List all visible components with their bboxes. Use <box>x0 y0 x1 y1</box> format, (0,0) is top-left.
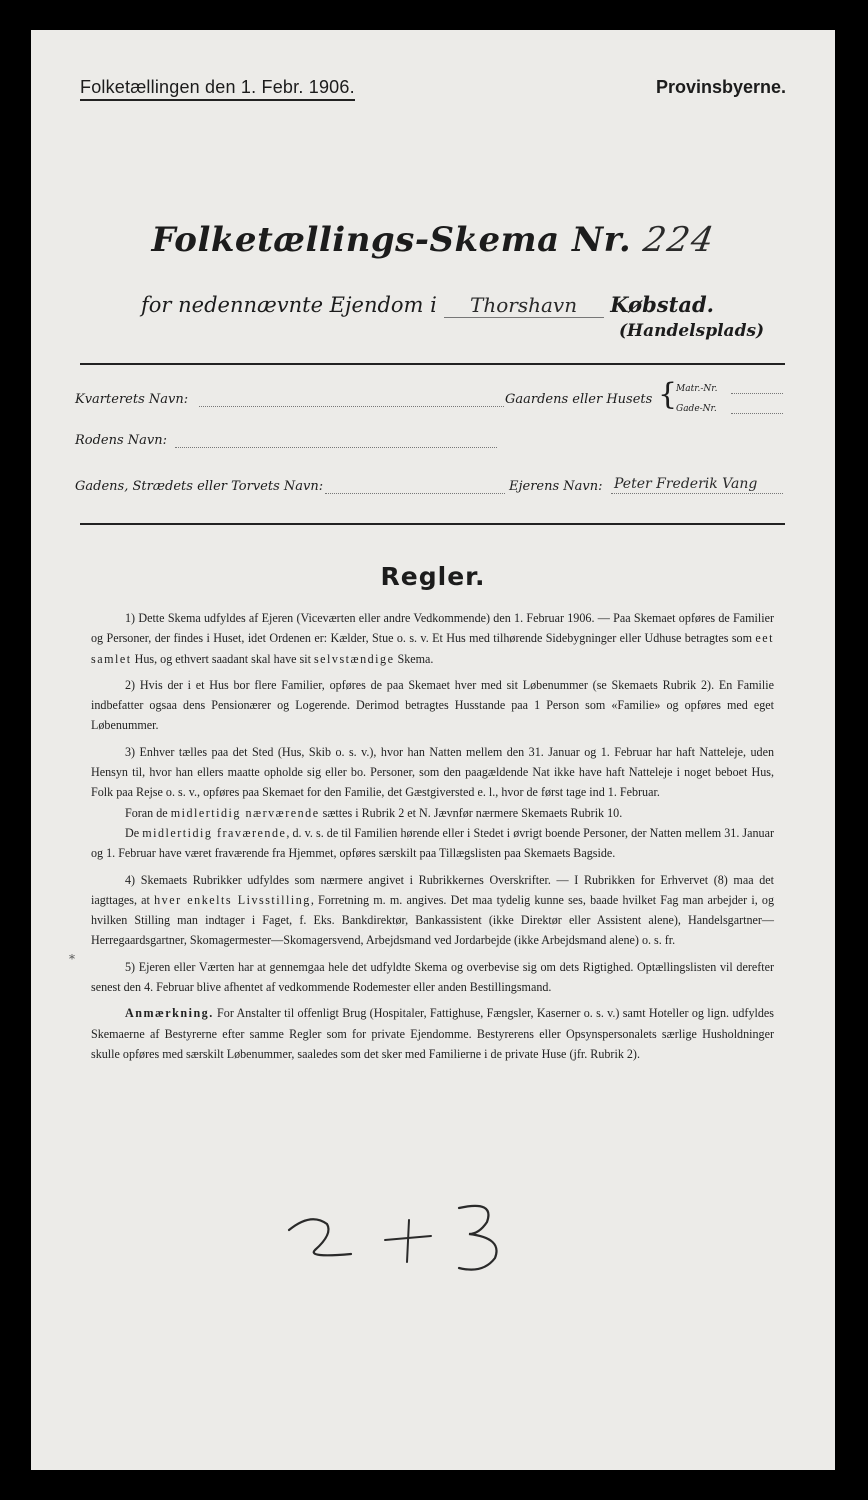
rules-text <box>91 608 774 1070</box>
form-number: 224 <box>640 220 719 260</box>
form-title-label: Folketællings-Skema Nr. <box>151 220 632 260</box>
rules-title: Regler. <box>380 562 486 591</box>
kvarter-field <box>199 406 504 407</box>
matr-label: Matr.-Nr. <box>676 384 718 394</box>
header-census-date: Folketællingen den 1. Febr. 1906. <box>80 77 355 101</box>
annotation-note: Anmærkning. For Anstalter til offenligt Brug (Hospitaler, Fattighuse, Fængsler, Kaserner o. s. v.) samt Hoteller og lign. udfyldes Skemaerne af Bestyrerne efter samme Regler som for private Ejendomme. Bestyrerens eller Opsynspersonalets særlige Husholdninger skulle opføres med særskilt Løbenummer, saaledes som det sker med Familierne i de private Huse (jfr. Rubrik 2). <box>91 1006 774 1061</box>
handwritten-2-plus-3-icon <box>281 1190 521 1280</box>
rule-4: 4) Skemaets Rubrikker udfyldes som nærmere angivet i Rubrikkernes Overskrifter. — I Rubrikken for Erhvervet (8) maa det iagttages, at hver enkelts Livsstilling, Forretning m. m. angives. Det maa tydelig kunne ses, baade hvilket Fag man arbejder i, og hvilken Stilling man indtager i Faget, f. Eks. Bankdirektør, Bankassistent (ikke Direktør eller Assistent alene), Handelsgartner—Herregaardsgartner, Skomagermester—Skomagersvend, Arbejdsmand ved Jordarbejde (ikke Arbejdsmand alene) o. s. fr. <box>91 872 774 948</box>
gade-nr-label: Gade-Nr. <box>676 404 717 414</box>
rule-5: 5) Ejeren eller Værten har at gennemgaa hele det udfyldte Skema og overbevise sig om dets Rigtighed. Optællingslisten vil derefter senest den 4. Februar blive afhentet af vedkommende Rodemester eller anden Bestillingsmand. <box>91 959 774 995</box>
town-name: Thorshavn <box>444 293 604 318</box>
margin-mark: * <box>69 952 75 966</box>
gade-nr-field <box>731 413 783 414</box>
gade-label: Gadens, Strædets eller Torvets Navn: <box>75 479 324 494</box>
ejer-label: Ejerens Navn: <box>509 479 603 494</box>
rode-field <box>175 447 497 448</box>
rule-3-present: Foran de midlertidig nærværende sættes i Rubrik 2 et N. Jævnfør nærmere Skemaets Rubrik 10. <box>125 805 623 820</box>
form-title <box>31 220 835 260</box>
gaard-label: Gaardens eller Husets <box>505 392 653 407</box>
divider-bottom <box>80 523 785 525</box>
kvarter-label: Kvarterets Navn: <box>75 392 189 407</box>
left-curly-brace-icon: { <box>658 377 678 412</box>
rule-3-absent: De midlertidig fraværende, d. v. s. de til Familien hørende eller i Stedet i øvrigt boende Personer, der Natten mellem 31. Januar og 1. Februar have været fraværende fra Hjemmet, opføres særskilt paa Tillægslisten paa Skemaets Bagside. <box>91 825 774 861</box>
subtitle-alt: (Handelsplads) <box>619 321 765 341</box>
rode-label: Rodens Navn: <box>75 433 168 448</box>
matr-field <box>731 393 783 394</box>
owner-name: Peter Frederik Vang <box>614 476 758 492</box>
rule-2: 2) Hvis der i et Hus bor flere Familier, opføres de paa Skemaet hver med sit Løbenummer (se Skemaets Rubrik 2). En Familie indbefatter ogsaa dens Pensionærer og Logerende. Derimod betragtes Husstande paa 1 Person som «Familie» og opføres med eget Løbenummer. <box>91 677 774 733</box>
gade-field <box>325 493 505 494</box>
rule-3: 3) Enhver tælles paa det Sted (Hus, Skib o. s. v.), hvor han Natten mellem den 31. Januar og 1. Februar har haft Natteleje, uden Hensyn til, hvor han ellers maatte opholde sig eller bo. Personer, som den paagældende Nat ikke have haft Natteleje i noget beboet Hus, Folk paa Rejse o. s. v., opføres paa Skemaet for den Familie, det Gæstgiversted e. l., hvor de først tage ind 1. Februar. <box>91 744 774 800</box>
ejer-field <box>611 493 783 494</box>
divider-top <box>80 363 785 365</box>
census-form-page <box>31 30 835 1470</box>
subtitle-prefix: for nedennævnte Ejendom i <box>141 293 437 317</box>
form-subtitle <box>141 292 714 318</box>
header-region: Provinsbyerne. <box>655 77 786 97</box>
subtitle-suffix: Købstad. <box>610 292 714 317</box>
rule-1: 1) Dette Skema udfyldes af Ejeren (Viceværten eller andre Vedkommende) den 1. Februar 1906. — Paa Skemaet opføres de Familier og Personer, der findes i Huset, idet Ordenen er: Kælder, Stue o. s. v. Et Hus med tilhørende Sidebygninger eller Udhuse betragtes som eet samlet Hus, og ethvert saadant skal have sit selvstændige Skema. <box>91 611 774 666</box>
